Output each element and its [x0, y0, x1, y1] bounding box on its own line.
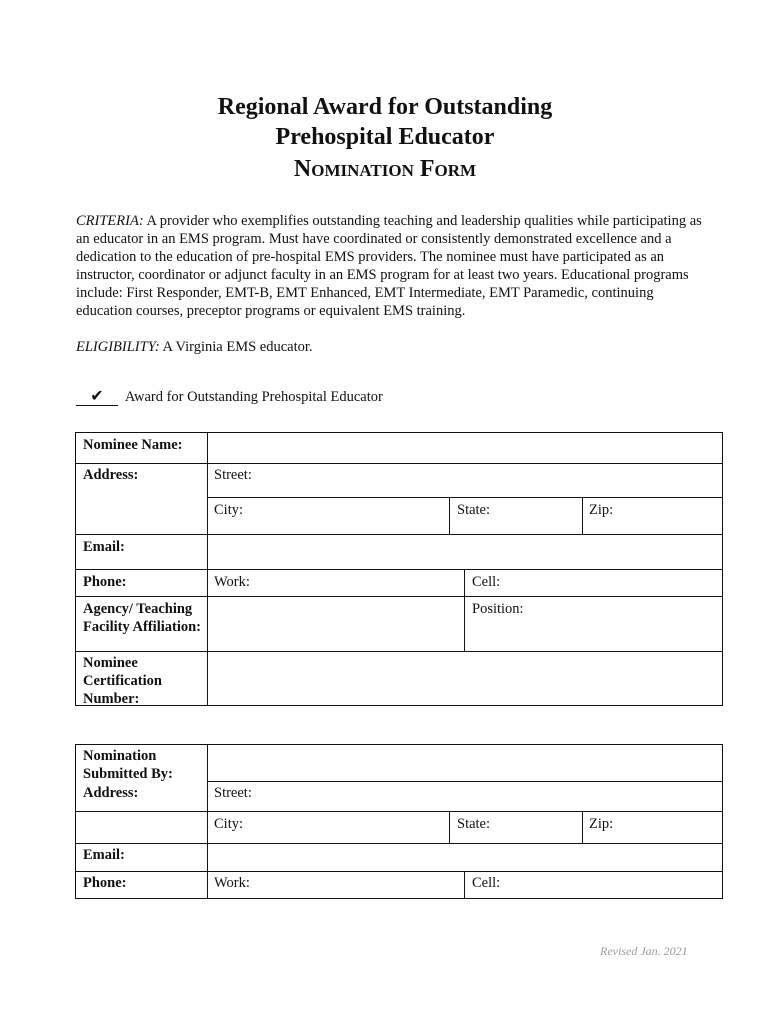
- revision-note: Revised Jan. 2021: [600, 944, 688, 958]
- submitter-city-field[interactable]: City:: [214, 816, 244, 832]
- nominee-phone-label: Phone:: [83, 574, 127, 590]
- form-title-line-2: Prehospital Educator: [275, 124, 495, 150]
- nominee-address-label: Address:: [83, 467, 139, 483]
- submitter-zip-field[interactable]: Zip:: [589, 816, 614, 832]
- eligibility-label: ELIGIBILITY:: [76, 339, 160, 355]
- agency-label: Agency/ Teaching Facility Affiliation:: [83, 601, 201, 635]
- nominee-state-field[interactable]: State:: [457, 502, 491, 518]
- submitter-address-label: Address:: [83, 785, 139, 801]
- submitter-state-field[interactable]: State:: [457, 816, 491, 832]
- agency-field[interactable]: [208, 597, 463, 650]
- submitter-cell-phone-field[interactable]: Cell:: [472, 875, 501, 891]
- submitter-email-field[interactable]: [208, 844, 722, 870]
- nominee-email-field[interactable]: [208, 535, 722, 568]
- position-field[interactable]: Position:: [472, 601, 524, 617]
- nominee-city-field[interactable]: City:: [214, 502, 244, 518]
- certification-field[interactable]: [208, 652, 722, 705]
- nominee-name-label: Nominee Name:: [83, 437, 183, 453]
- eligibility-paragraph: [76, 338, 706, 356]
- criteria-label: CRITERIA:: [76, 213, 144, 229]
- criteria-paragraph: [76, 212, 706, 320]
- award-option: [76, 387, 383, 407]
- nominee-work-phone-field[interactable]: Work:: [214, 574, 250, 590]
- nominee-street-field[interactable]: Street:: [214, 467, 252, 483]
- nominee-zip-field[interactable]: Zip:: [589, 502, 614, 518]
- nominee-name-field[interactable]: [208, 433, 722, 463]
- certification-label: Nominee Certification Number:: [83, 655, 162, 707]
- submitter-street-field[interactable]: Street:: [214, 785, 252, 801]
- award-option-label: Award for Outstanding Prehospital Educator: [124, 389, 383, 405]
- submitted-by-field[interactable]: [208, 745, 722, 780]
- submitter-phone-label: Phone:: [83, 875, 127, 891]
- form-title-line-1: Regional Award for Outstanding: [217, 94, 553, 120]
- nominee-cell-phone-field[interactable]: Cell:: [472, 574, 501, 590]
- form-subtitle: Nomination Form: [293, 156, 477, 182]
- submitter-email-label: Email:: [83, 847, 125, 863]
- criteria-text: A provider who exemplifies outstanding teaching and leadership qualities while participating as an educator in an EMS program. Must have coordinated or consistently demonstrated excellence and a dedication to the education of pre-hospital EMS providers. The nominee must have participated as an instructor, coordinator or adjunct faculty in an EMS program for at least two years. Educational programs include: First Responder, EMT-B, EMT Enhanced, EMT Intermediate, EMT Paramedic, continuing education courses, preceptor programs or equivalent EMS training.: [76, 213, 702, 319]
- award-checkbox[interactable]: ✔: [76, 389, 118, 406]
- submitter-work-phone-field[interactable]: Work:: [214, 875, 250, 891]
- submitted-by-label: Nomination Submitted By:: [83, 748, 173, 782]
- nominee-email-label: Email:: [83, 539, 125, 555]
- eligibility-text: A Virginia EMS educator.: [162, 339, 313, 355]
